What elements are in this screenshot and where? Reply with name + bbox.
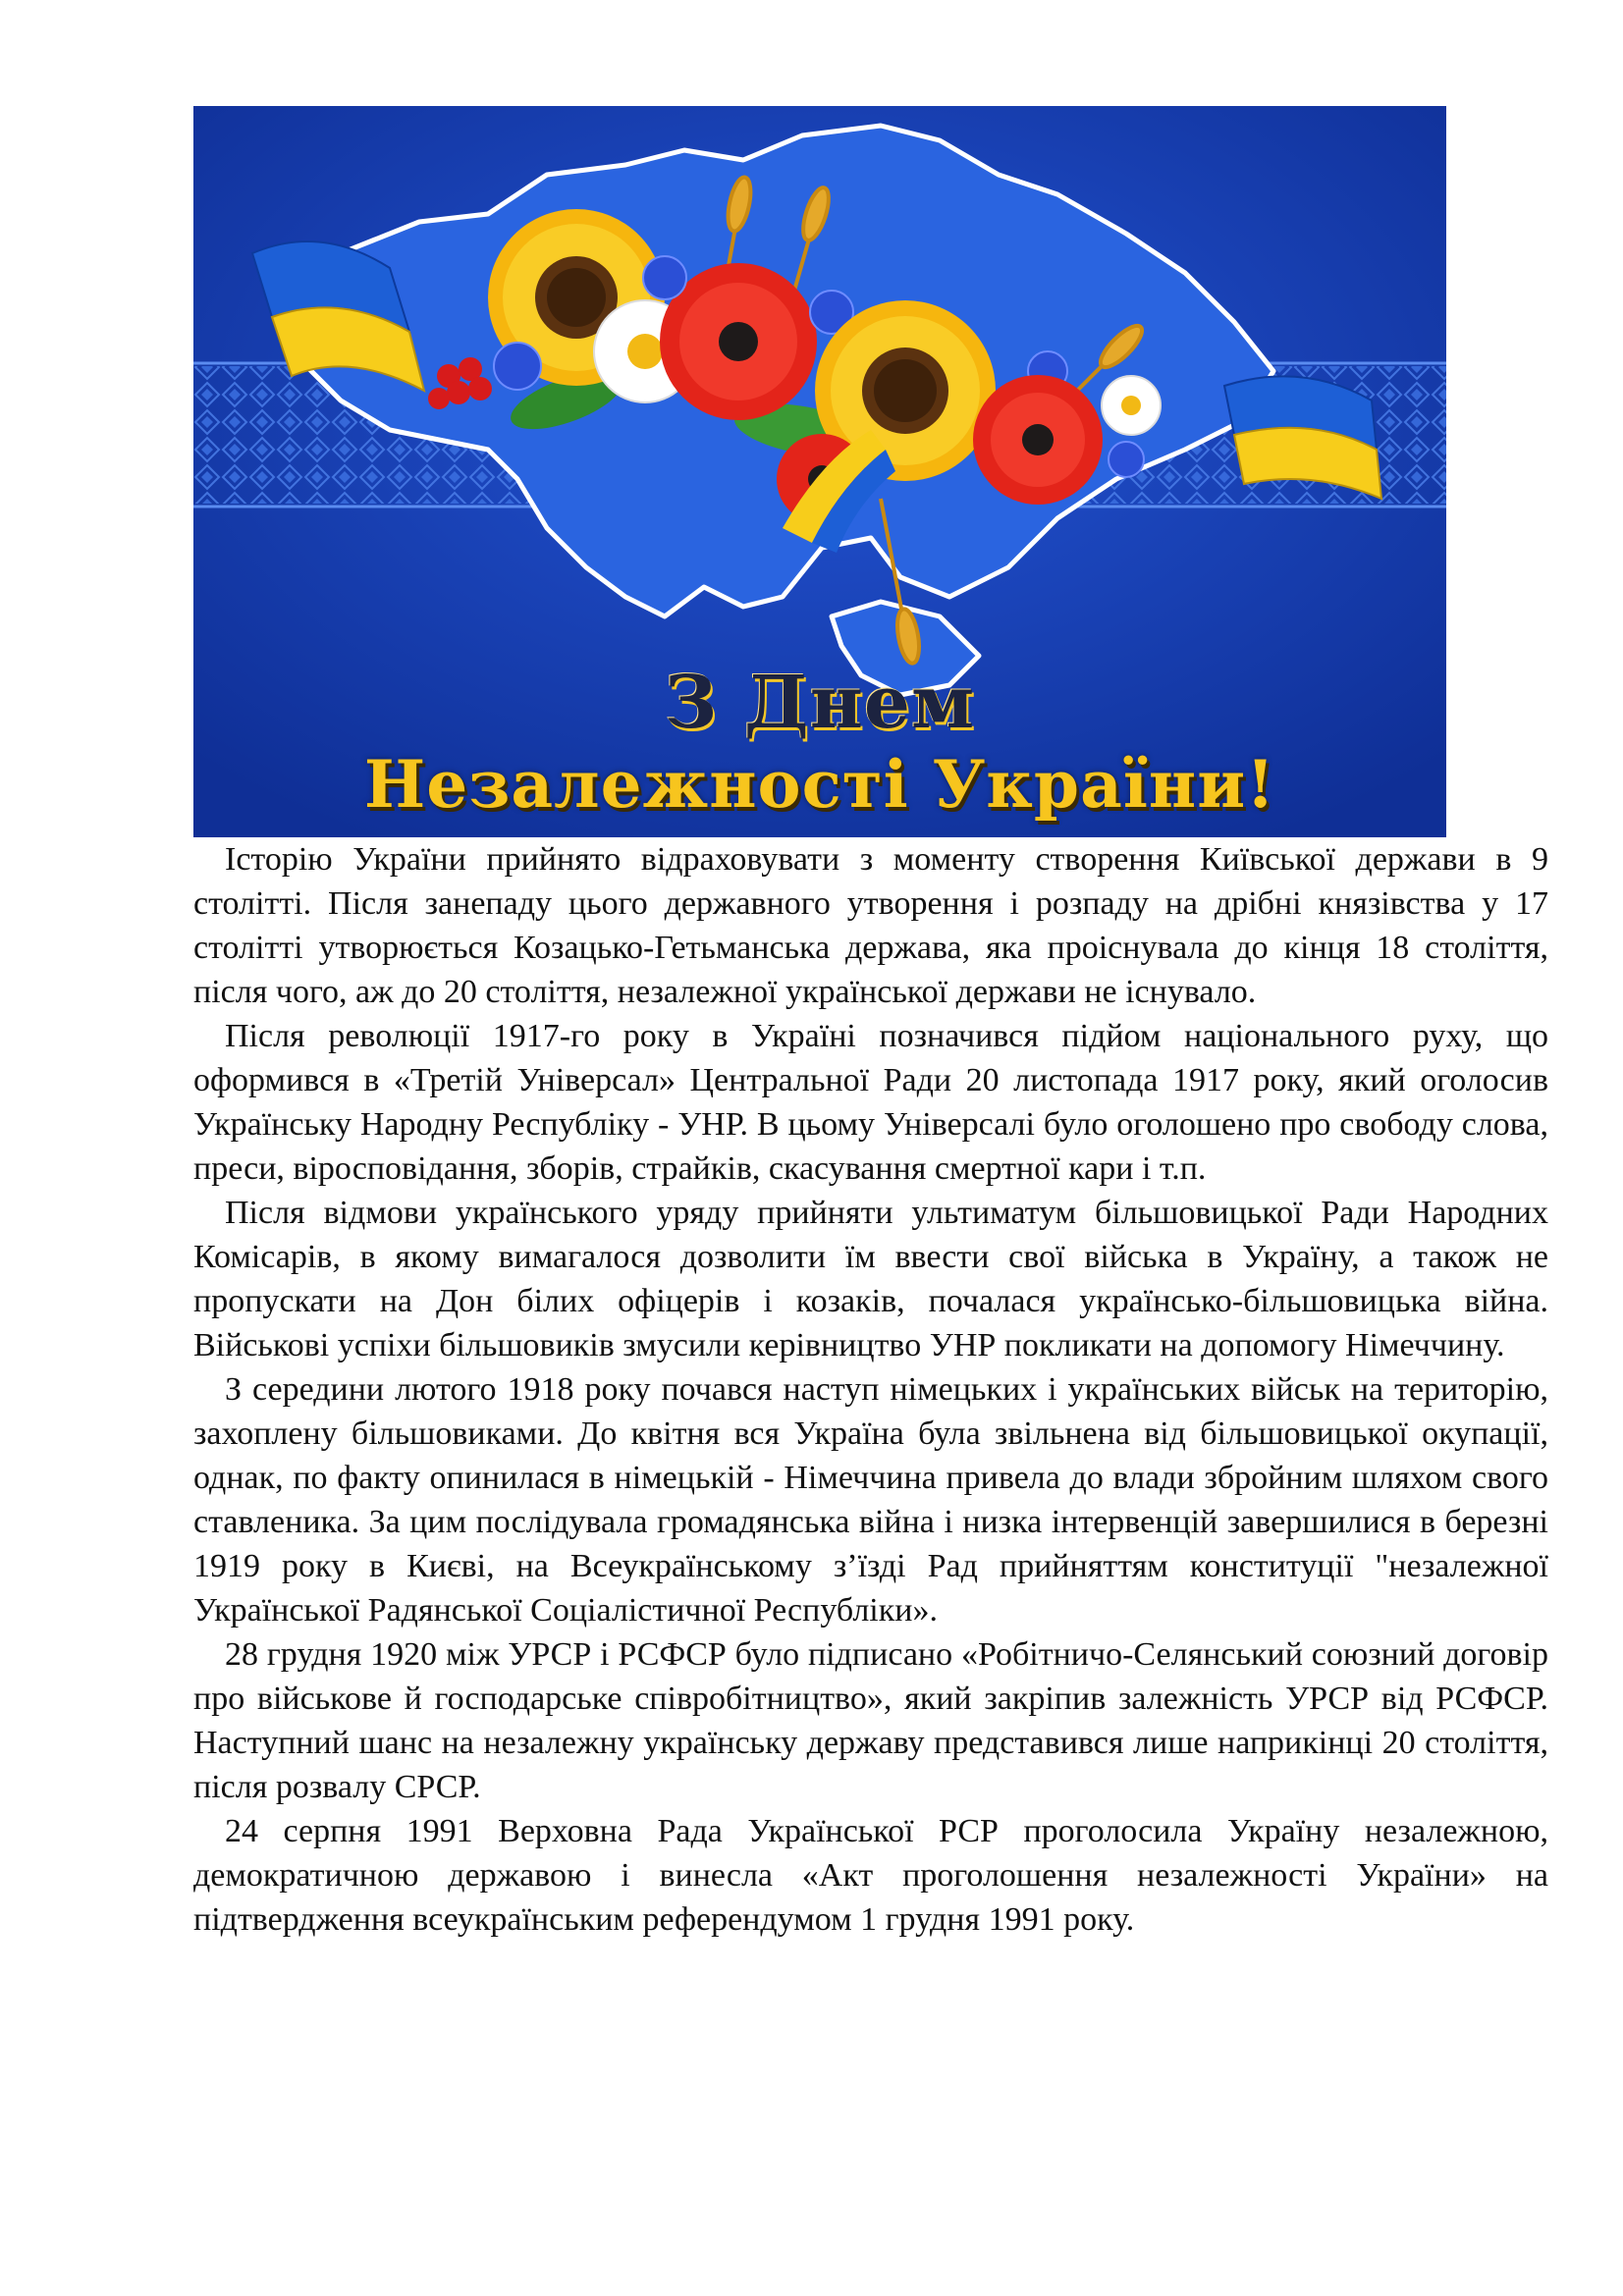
article-paragraph: Історію України прийнято відраховувати з моменту створення Київської держави в 9 столітті. Після занепаду цього державного утворення і розпаду на дрібні князівства у 17 столітті утворюється Козацько-Гетьманська держава, яка проіснувала до кінця 18 століття, після чого, аж до 20 століття, незалежної української держави не існувало. <box>193 841 1548 1010</box>
right-flag-ribbon <box>1224 376 1381 499</box>
article-paragraph: 28 грудня 1920 між УРСР і РСФСР було підписано «Робітничо-Селянський союзний договір про військове й господарське співробітництво», який закріпив залежність УРСР від РСФСР. Наступний шанс на незалежну українську державу представився лише наприкінці 20 століття, після розвалу СРСР. <box>193 1636 1548 1805</box>
greeting-title-line2: Незалежності України! <box>363 746 1276 823</box>
small-daisy <box>1102 376 1161 435</box>
article-paragraph: Після відмови українського уряду прийняти ультиматум більшовицької Ради Народних Комісарів, в якому вимагалося дозволити їм ввести свої війська в Україну, а також не пропускати на Дон білих офіцерів і козаків, почалася українсько-більшовицька війна. Військові успіхи більшовиків змусили керівництво УНР покликати на допомогу Німеччину. <box>193 1195 1548 1363</box>
article-paragraph: Після революції 1917-го року в Україні позначився підйом національного руху, що оформився в «Третій Універсал» Центральної Ради 20 листопада 1917 року, який оголосив Українську Народну Республіку - УНР. В цьому Універсалі було оголошено про свободу слова, преси, віросповідання, зборів, страйків, скасування смертної кари і т.п. <box>193 1018 1548 1187</box>
poppy-right <box>973 375 1103 505</box>
article-paragraph: З середини лютого 1918 року почався наступ німецьких і українських військ на територію, захоплену більшовиками. До квітня вся Україна була звільнена від більшовицької окупації, однак, по факту опинилася в німецькій - Німеччина привела до влади збройним шляхом свого ставленика. За цим послідувала громадянська війна і низка інтервенцій завершилися в березні 1919 року в Києві, на Всеукраїнському з’їзді Рад прийняттям конституції "незалежної Української Радянської Соціалістичної Республіки». <box>193 1371 1548 1629</box>
history-article <box>193 837 1548 1942</box>
independence-day-banner <box>193 106 1446 837</box>
article-paragraph: 24 серпня 1991 Верховна Рада Української РСР проголосила Україну незалежною, демократичною державою і винесла «Акт проголошення незалежності України» на підтвердження всеукраїнським референдумом 1 грудня 1991 року. <box>193 1813 1548 1938</box>
greeting-title-line1: З Днем <box>664 661 976 745</box>
